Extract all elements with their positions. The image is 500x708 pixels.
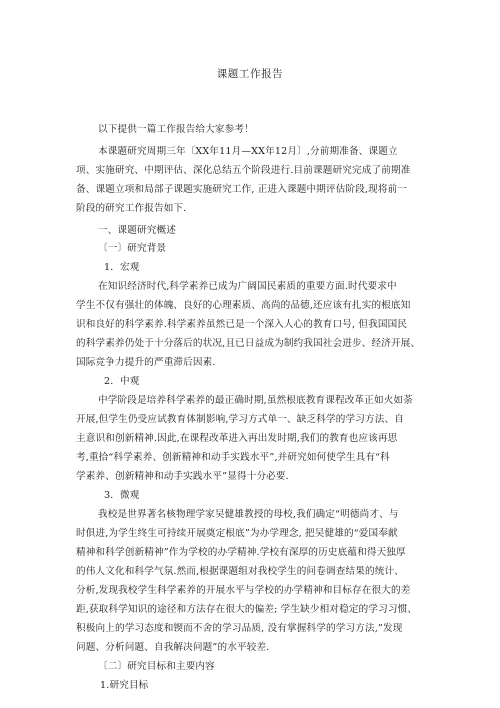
paragraph-line: 备、课题立项和局部子课题实施研究工作, 正进入课题中期评估阶段,现将前一: [76, 184, 408, 195]
paragraph-line: 精神和科学创新精神”作为学校的办学精神.学校有深厚的历史底蕴和得天独厚: [76, 547, 406, 558]
paragraph-line: 距,获取科学知识的途径和方法存在很大的偏差; 学生缺少相对稳定的学习习惯、: [76, 604, 418, 615]
paragraph-line: 主意识和创新精神.因此,在课程改革进入再出发时期,我们的教育也应该再思: [76, 433, 398, 444]
item-heading: 3．微观: [104, 490, 140, 501]
paragraph-line: 的伟人文化和科学气氛.然而,根据课题组对我校学生的问卷调查结果的统计、: [76, 566, 404, 577]
subsection-heading: 〔一〕研究背景: [98, 243, 167, 254]
paragraph-line: 考,重拾“科学素养、创新精神和动手实践水平”,并研究如何使学生具有“科: [76, 452, 390, 463]
paragraph-line: 在知识经济时代,科学素养已成为广阔国民素质的重要方面.时代要求中: [98, 281, 397, 292]
paragraph-line: 我校是世界著名核物理学家吴健雄教授的母校,我们确定“明德尚才、与: [98, 509, 399, 520]
paragraph-line: 时俱进,为学生终生可持续开展奠定根底”为办学理念, 把吴健雄的“爱国奉献: [76, 528, 398, 539]
paragraph-line: 开展,但学生仍受应试教育体制影响,学习方式单一、缺乏科学的学习方法、自: [76, 414, 404, 425]
paragraph-line: 分析,发现我校学生科学素养的开展水平与学校的办学精神和目标存在很大的差: [76, 585, 411, 596]
paragraph-line: 的科学素养仍处于十分落后的状况,且已日益成为制约我国社会进步、经济开展、: [76, 338, 421, 349]
item-heading: 2．中观: [104, 376, 140, 387]
paragraph-line: 学素养、创新精神和动手实践水平”显得十分必要.: [76, 471, 289, 482]
paragraph-line: 阶段的研究工作报告如下.: [76, 203, 187, 214]
paragraph-line: 国际竞争力提升的严重滞后因素.: [76, 357, 216, 368]
section-heading: 一、课题研究概述: [98, 225, 176, 236]
paragraph-line: 中学阶段是培养科学素养的最正确时期,虽然根底教育课程改革正如火如荼: [98, 395, 413, 406]
paragraph-line: 本课题研究周期三年〔XX年11月—XX年12月〕,分前期准备、课题立: [98, 146, 398, 157]
item-heading: 1.研究目标: [100, 680, 149, 691]
item-heading: 1．宏观: [104, 262, 140, 273]
document-title: 课题工作报告: [216, 68, 284, 80]
intro-line: 以下提供一篇工作报告给大家参考！: [98, 124, 254, 135]
subsection-heading: 〔二〕研究目标和主要内容: [98, 661, 215, 672]
paragraph-line: 问题、分析问题、自我解决问题”的水平较差.: [76, 642, 270, 653]
paragraph-line: 项、实施研究、中期评估、深化总结五个阶段进行.目前课题研究完成了前期准: [76, 165, 411, 176]
paragraph-line: 识和良好的科学素养.科学素养虽然已是一个深入人心的教育口号, 但我国国民: [76, 319, 408, 330]
paragraph-line: 学生不仅有强壮的体魄、良好的心理素质、高尚的品德,还应该有扎实的根底知: [76, 300, 411, 311]
paragraph-line: 积极向上的学习态度和锲而不舍的学习品质, 没有掌握科学的学习方法,”发现: [76, 623, 403, 634]
